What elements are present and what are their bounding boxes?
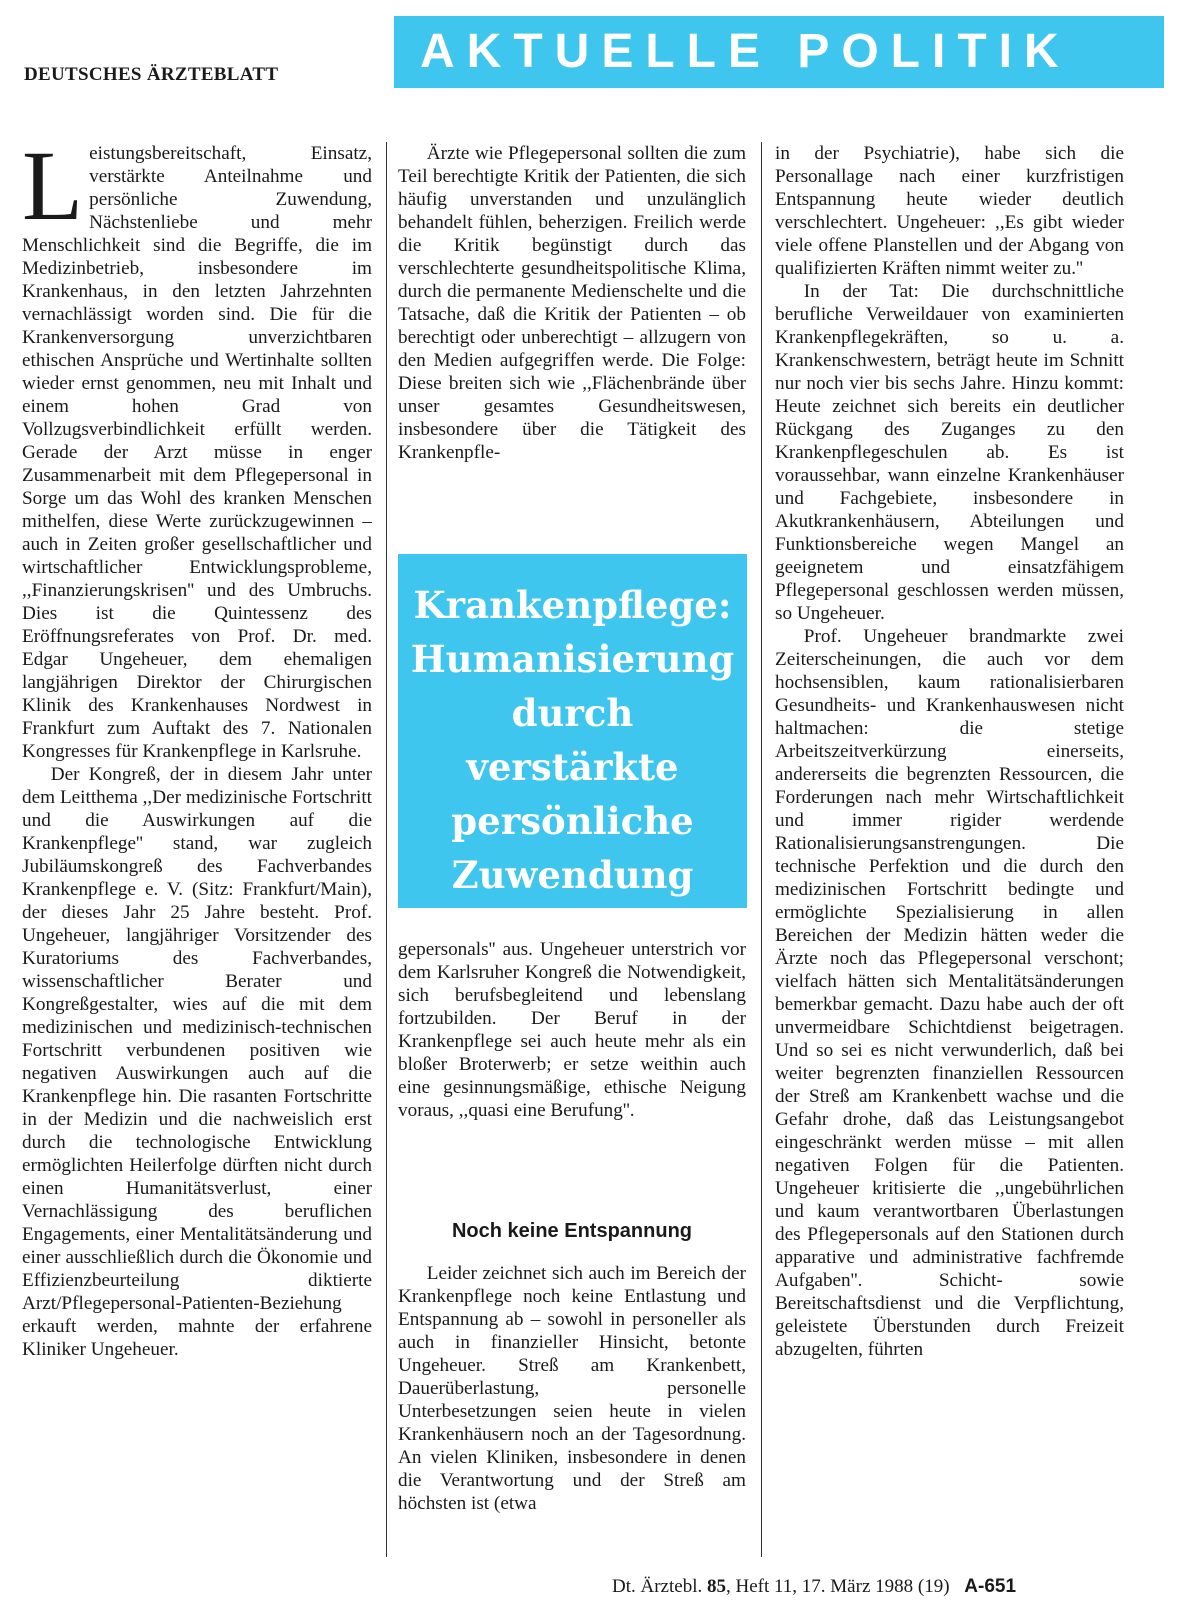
teaser-line: Krankenpflege: <box>413 583 732 627</box>
paragraph: in der Psychiatrie), habe sich die Personallage nach einer kurzfristigen Entspannung heute wieder deutlich verschlechtert. Ungeheuer: ,,Es gibt wieder viele offene Planstellen und der Abgang von qualifizierten Kräften nimmt weiter zu.'' <box>775 143 1124 279</box>
teaser-line: durch <box>511 691 634 735</box>
teaser-line: verstärkte <box>466 745 679 789</box>
column-2-section <box>398 1262 746 1515</box>
citation-suffix: , Heft 11, 17. März 1988 (19) <box>725 1576 950 1597</box>
column-2-continued <box>398 938 746 1122</box>
paragraph: gepersonals'' aus. Ungeheuer unterstrich vor dem Karlsruher Kongreß die Notwendigkeit, sich berufsbegleitend und lebenslang fortzubilden. Der Beruf in der Krankenpflege sei auch heute mehr als ein bloßer Broterwerb; er setze weithin auch eine gesinnungsmäßige, ethische Neigung voraus, ,,quasi eine Berufung''. <box>398 939 746 1121</box>
paragraph: Ärzte wie Pflegepersonal sollten die zum Teil berechtigte Kritik der Patienten, die sich häufig unverstanden und unzulänglich behandelt fühlen, beherzigen. Freilich werde die Kritik begünstigt durch das verschlechterte gesundheitspolitische Klima, durch die permanente Medienschelte und die Tatsache, daß die Kritik der Patienten – ob berechtigt oder unberechtigt – allzugern von den Medien aufgegriffen werde. Die Folge: Diese breiten sich wie ,,Flächenbrände über unser gesamtes Gesundheitswesen, insbesondere über die Tätigkeit des Krankenpfle- <box>398 143 746 463</box>
page-number: A-651 <box>964 1576 1017 1597</box>
masthead: DEUTSCHES ÄRZTEBLATT <box>24 64 279 85</box>
column-3 <box>775 142 1124 1361</box>
column-2 <box>398 142 746 464</box>
volume-number: 85 <box>706 1576 726 1597</box>
paragraph: Leider zeichnet sich auch im Bereich der Krankenpflege noch keine Entlastung und Entspannung ab – sowohl in personeller als auch in finanzieller Hinsicht, betonte Ungeheuer. Streß am Krankenbett, Dauerüberlastung, personelle Unterbesetzungen seien heute in vielen Krankenhäusern noch an der Tagesordnung. An vielen Kliniken, insbesondere in denen die Verantwortung und der Streß am höchsten ist (etwa <box>398 1263 746 1514</box>
page-footer <box>612 1576 1016 1598</box>
teaser-box <box>398 554 747 908</box>
citation-prefix: Dt. Ärztebl. <box>612 1576 703 1597</box>
paragraph: Der Kongreß, der in diesem Jahr unter dem Leitthema ,,Der medizinische Fortschritt und die Auswirkungen auf die Krankenpflege'' stand, war zugleich Jubiläumskongreß des Fachverbandes Krankenpflege e. V. (Sitz: Frankfurt/Main), der dieses Jahr 25 Jahre besteht. Prof. Ungeheuer, langjähriger Vorsitzender des Kuratoriums des Fachverbandes, wissenschaftlicher Berater und Kongreßgestalter, wies auf die mit dem medizinischen und medizinisch-technischen Fortschritt verbundenen positiven wie negativen Auswirkungen auch auf die Krankenpflege hin. Die rasanten Fortschritte in der Medizin und die nachweislich erst durch die technologische Entwicklung ermöglichten Heilerfolge dürften nicht durch einen Humanitätsverlust, einer Vernachlässigung des beruflichen Engagements, einer Mentalitätsänderung und einer ausschließlich durch die Ökonomie und Effizienzbeurteilung diktierte Arzt/Pflegepersonal-Patienten-Beziehung erkauft werden, mahnte der erfahrene Kliniker Ungeheuer. <box>22 764 372 1360</box>
paragraph: In der Tat: Die durchschnittliche berufliche Verweildauer von examinierten Krankenpflegekräften, so u. a. Krankenschwestern, beträgt heute im Schnitt nur noch vier bis sechs Jahre. Hinzu kommt: Heute zeichnet sich bereits ein deutlicher Rückgang des Zuganges zu den Krankenpflegeschulen ab. Es ist voraussehbar, wann einzelne Krankenhäuser und Fachgebiete, insbesondere in Akutkrankenhäusern, Abteilungen und Funktionsbereiche wegen Mangel an geeignetem und einsatzfähigem Pflegepersonal geschlossen werden müssen, so Ungeheuer. <box>775 281 1124 624</box>
section-banner: AKTUELLE POLITIK <box>394 16 1164 88</box>
paragraph: Leistungsbereitschaft, Einsatz, verstärkte Anteilnahme und persönliche Zuwendung, Nächstenliebe und mehr Menschlichkeit sind die Begriffe, die im Medizinbetrieb, insbesondere im Krankenhaus, in den letzten Jahrzehnten vernachlässigt worden sind. Die für die Krankenversorgung unverzichtbaren ethischen Ansprüche und Wertinhalte sollten wieder ernst genommen, neu mit Inhalt und einem hohen Grad von Vollzugsverbindlichkeit erfüllt werden. Gerade der Arzt müsse in enger Zusammenarbeit mit dem Pflegepersonal in Sorge um das Wohl des kranken Menschen mithelfen, diese Werte zurückzugewinnen – auch in Zeiten großer gesellschaftlicher und wirtschaftlicher Entwicklungsprobleme, ,,Finanzierungskrisen'' und des Umbruchs. Dies ist die Quintessenz des Eröffnungsreferates von Prof. Dr. med. Edgar Ungeheuer, dem ehemaligen langjährigen Direktor der Chirurgischen Klinik des Krankenhauses Nordwest in Frankfurt zum Auftakt des 7. Nationalen Kongresses für Krankenpflege in Karlsruhe. <box>22 130 372 762</box>
teaser-line: persönliche <box>451 799 694 843</box>
column-divider <box>761 142 762 1557</box>
column-divider <box>386 142 387 1557</box>
teaser-line: Humanisierung <box>410 637 735 681</box>
paragraph: Prof. Ungeheuer brandmarkte zwei Zeiterscheinungen, die auch vor dem hochsensiblen, kaum rationalisierbaren Gesundheits- und Krankenhauswesen nicht haltmachen: die stetige Arbeitszeitverkürzung einerseits, andererseits die begrenzten Ressourcen, die Forderungen nach mehr Wirtschaftlichkeit und immer rigider werdende Rationalisierungsanstrengungen. Die technische Perfektion und die durch den medizinischen Fortschritt bedingte und ermöglichte Spezialisierung in allen Bereichen der Medizin hätten weder die Ärzte noch das Pflegepersonal verschont; vielfach hätten sich Mentalitätsänderungen bemerkbar gemacht. Dazu habe auch der oft unvermeidbare Schichtdienst beigetragen. Und so sei es nicht verwunderlich, daß bei weiter begrenzten finanziellen Ressourcen der Streß am Krankenbett wachse und die Gefahr drohe, daß das Leistungsangebot eingeschränkt werden müsse – mit allen negativen Folgen für die Patienten. Ungeheuer kritisierte die ,,ungebührlichen und kaum verantwortbaren Überlastungen des Pflegepersonals auf den Stationen durch apparative und administrative fachfremde Aufgaben''. Schicht- sowie Bereitschaftsdienst und die Verpflichtung, geleistete Überstunden durch Freizeit abzugelten, führten <box>775 626 1124 1360</box>
drop-cap: L <box>22 130 84 241</box>
column-1 <box>22 130 372 1361</box>
teaser-line: Zuwendung <box>451 853 694 897</box>
subheading: Noch keine Entspannung <box>451 1220 693 1242</box>
